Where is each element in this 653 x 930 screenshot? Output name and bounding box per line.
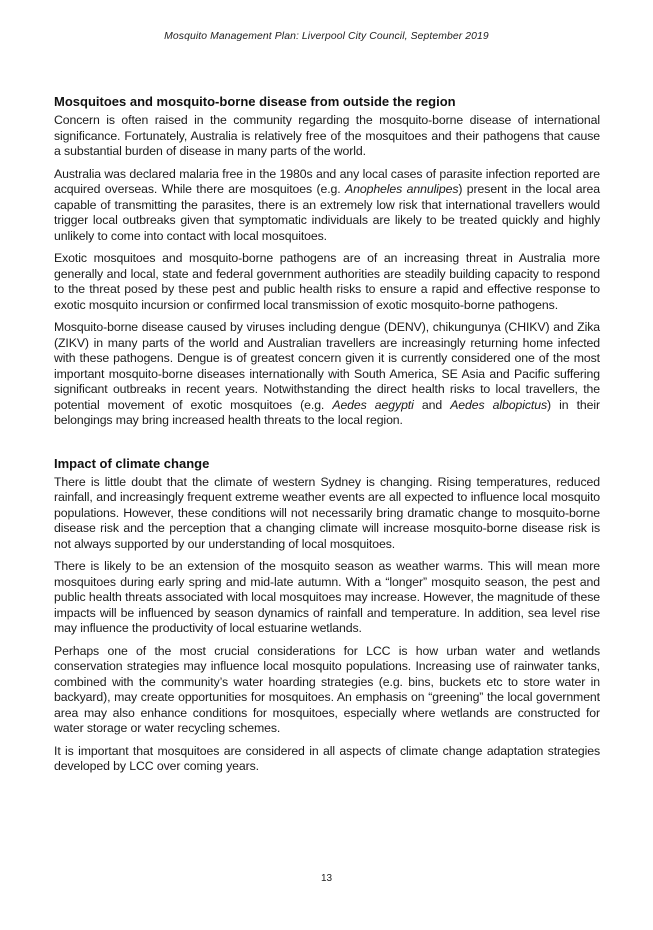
paragraph: Exotic mosquitoes and mosquito-borne pathogens are of an increasing threat in Australia more generally and local, state and federal government authorities are steadily building capacity to respond to the threat posed by these pest and public health risks to ensure a rapid and effective response to exotic mosquito incursion or confirmed local transmission of exotic mosquito-borne pathogens. xyxy=(54,251,600,312)
text-run: Australia was declared malaria free in the 1980s and any local cases of parasite infection reported are acquired overseas. While there are mosquitoes (e.g. xyxy=(54,166,600,196)
text-run: ) present in the local area capable of transmitting the parasites, there is an extremely low risk that international travellers would trigger local outbreaks given that symptomatic individuals are likely to be treated quickly and highly unlikely to come into contact with local mosquitoes. xyxy=(54,182,600,243)
text-run: and xyxy=(413,397,451,412)
species-name: Aedes albopictus xyxy=(450,397,548,412)
text-run: ) in their belongings may bring increased health threats to the local region. xyxy=(54,397,601,427)
running-header: Mosquito Management Plan: Liverpool City Council, September 2019 xyxy=(164,31,489,42)
paragraph: Concern is often raised in the community regarding the mosquito-borne disease of international significance. Fortunately, Australia is relatively free of the mosquitoes and their pathogens that cause a substantial burden of disease in many parts of the world. xyxy=(54,113,600,158)
paragraph xyxy=(54,167,600,245)
page-number: 13 xyxy=(320,873,333,884)
text-run: Mosquito-borne disease caused by viruses including dengue (DENV), chikungunya (CHIKV) and Zika (ZIKV) in many parts of the world and Australian travellers are increasingly returning home infected with these pathogens. Dengue is of greatest concern given it is currently considered one of the most important mosquito-borne diseases internationally with South America, SE Asia and Pacific suffering significant outbreaks in recent years. Notwithstanding the direct health risks to local travellers, the potential movement of exotic mosquitoes (e.g. xyxy=(54,320,600,412)
paragraph: It is important that mosquitoes are considered in all aspects of climate change adaptation strategies developed by LCC over coming years. xyxy=(54,743,600,773)
paragraph xyxy=(54,320,600,429)
species-name: Aedes aegypti xyxy=(332,397,414,412)
section-heading-climate-change: Impact of climate change xyxy=(54,455,210,471)
species-name: Anopheles annulipes xyxy=(345,182,459,196)
paragraph: There is little doubt that the climate of western Sydney is changing. Rising temperatures, reduced rainfall, and increasingly frequent extreme weather events are all expected to influence local mosquito populations. However, these conditions will not necessarily bring dramatic change to mosquito-borne disease risk and the perception that a changing climate will increase mosquito-borne disease risk is not always supported by our understanding of local mosquitoes. xyxy=(54,474,600,551)
paragraph: There is likely to be an extension of the mosquito season as weather warms. This will mean more mosquitoes during early spring and mid-late autumn. With a “longer” mosquito season, the pest and public health threats associated with local mosquitoes may increase. However, the magnitude of these impacts will be influenced by season dynamics of rainfall and temperature. In addition, sea level rise may influence the productivity of local estuarine wetlands. xyxy=(54,559,600,635)
document-body xyxy=(54,94,600,782)
paragraph: Perhaps one of the most crucial considerations for LCC is how urban water and wetlands conservation strategies may influence local mosquito populations. Increasing use of rainwater tanks, combined with the community’s water hoarding strategies (e.g. bins, buckets etc to store water in backyard), may create opportunities for mosquitoes. An emphasis on “greening” the local government area may also enhance conditions for mosquitoes, especially where wetlands are constructed for water storage or water recycling schemes. xyxy=(54,643,600,735)
section-heading-outside-region: Mosquitoes and mosquito-borne disease from outside the region xyxy=(54,94,456,109)
